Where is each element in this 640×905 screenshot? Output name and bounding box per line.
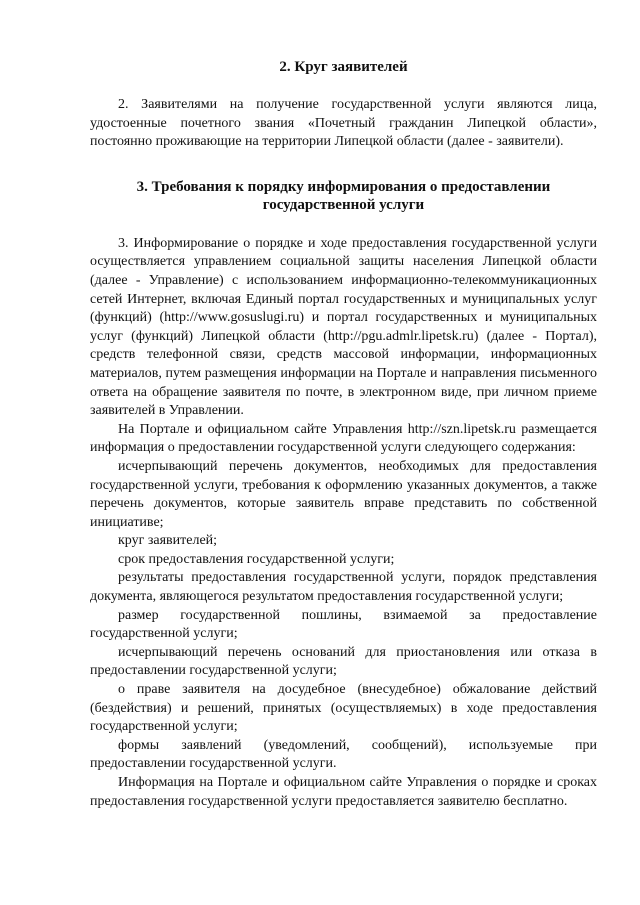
list-item-appeal: о праве заявителя на досудебное (внесудебное) обжалование действий (бездействия) и решений, принятых (осуществляемых) в ходе предоставления государственной услуги; xyxy=(90,682,597,735)
section-3-title-line-2: государственной услуги xyxy=(262,196,425,213)
document-page xyxy=(90,48,597,811)
list-item-term: срок предоставления государственной услуги; xyxy=(118,551,395,567)
section-2-paragraph: 2. Заявителями на получение государственной услуги являются лица, удостоенные почетного звания «Почетный гражданин Липецкой области», постоянно проживающие на территории Липецкой области (далее - заявители). xyxy=(90,97,597,150)
section-2-title: 2. Круг заявителей xyxy=(279,59,408,75)
list-item-results: результаты предоставления государственной услуги, порядок представления документа, являющегося результатом предоставления государственной услуги; xyxy=(90,570,597,605)
list-item-documents: исчерпывающий перечень документов, необходимых для предоставления государственной услуги, требования к оформлению указанных документов, а также перечень документов, которые заявитель вправе представить по собственной инициативе; xyxy=(90,458,597,530)
list-item-fee: размер государственной пошлины, взимаемой за предоставление государственной услуги; xyxy=(90,607,597,642)
section-3-title xyxy=(90,178,597,214)
paragraph-free-of-charge: Информация на Портале и официальном сайте Управления о порядке и сроках предоставления государственной услуги предоставляется заявителю бесплатно. xyxy=(90,775,597,809)
section-3-title-line-1: 3. Требования к порядку информирования о предоставлении xyxy=(136,178,551,195)
paragraph-portal-info: На Портале и официальном сайте Управления http://szn.lipetsk.ru размещается информация о предоставлении государственной услуги следующего содержания: xyxy=(90,421,597,456)
list-item-applicants: круг заявителей; xyxy=(118,533,218,549)
paragraph-informing: 3. Информирование о порядке и ходе предоставления государственной услуги осуществляется управлением социальной защиты населения Липецкой области (далее - Управление) с использованием информационно-телекоммуникационных сетей Интернет, включая Единый портал государственных и муниципальных услуг (функций) (http://www.gosuslugi.ru) и портал государственных и муниципальных услуг (функций) Липецкой области (http://pgu.admlr.lipetsk.ru) (далее - Портал), средств телефонной связи, средств массовой информации, информационных материалов, путем размещения информации на Портале и направления письменного ответа на обращение заявителя по почте, в электронном виде, при личном приеме заявителей в Управлении. xyxy=(90,235,597,419)
list-item-grounds: исчерпывающий перечень оснований для приостановления или отказа в предоставлении государственной услуги; xyxy=(90,644,597,679)
list-item-forms: формы заявлений (уведомлений, сообщений), используемые при предоставлении государственной услуги. xyxy=(90,737,597,772)
